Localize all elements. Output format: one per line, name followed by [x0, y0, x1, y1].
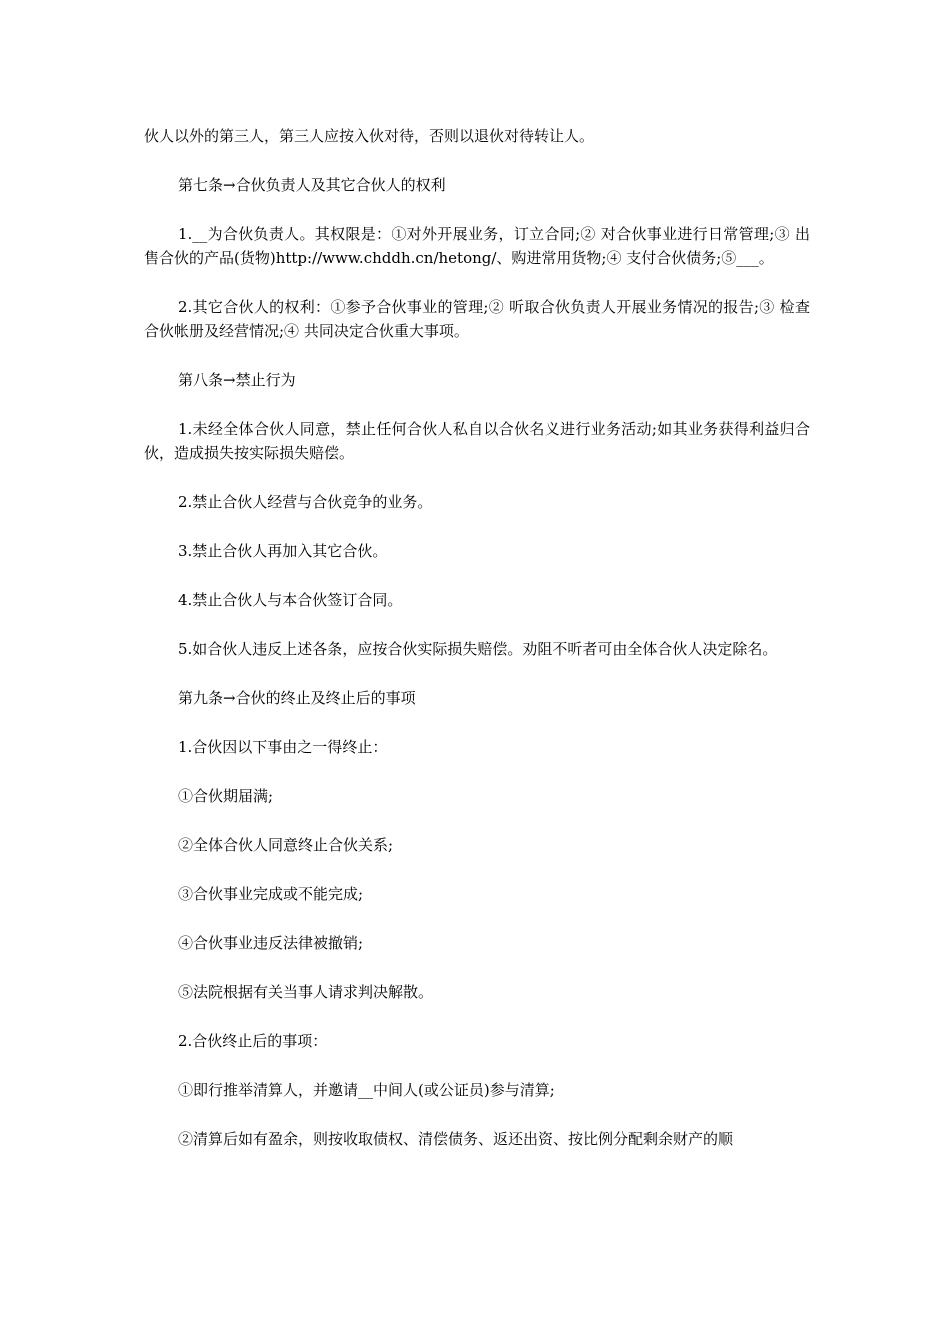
- article-8-clause-4: 4.禁止合伙人与本合伙签订合同。: [178, 591, 403, 609]
- article-8-clause-5: 5.如合伙人违反上述各条，应按合伙实际损失赔偿。劝阻不听者可由全体合伙人决定除名。: [178, 640, 778, 658]
- article-8-clause-1: 1.未经全体合伙人同意，禁止任何合伙人私自以合伙名义进行业务活动;如其业务获得利益归合伙，造成损失按实际损失赔偿。: [144, 420, 810, 462]
- article-8-heading: 第八条→禁止行为: [178, 371, 296, 389]
- article-8-clause-3: 3.禁止合伙人再加入其它合伙。: [178, 542, 388, 560]
- article-9-clause-1: 1.合伙因以下事由之一得终止：: [178, 738, 388, 756]
- article-7-clause-2: 2.其它合伙人的权利：①参予合伙事业的管理;② 听取合伙负责人开展业务情况的报告;③ 检查合伙帐册及经营情况;④ 共同决定合伙重大事项。: [144, 298, 810, 340]
- article-9-heading: 第九条→合伙的终止及终止后的事项: [178, 689, 416, 707]
- article-9-item-5: ⑤法院根据有关当事人请求判决解散。: [178, 983, 434, 1001]
- paragraph-continuation: 伙人以外的第三人，第三人应按入伙对待，否则以退伙对待转让人。: [144, 127, 595, 145]
- article-9-item-3: ③合伙事业完成或不能完成;: [178, 885, 364, 903]
- article-9-item-4: ④合伙事业违反法律被撤销;: [178, 934, 364, 952]
- article-7-heading: 第七条→合伙负责人及其它合伙人的权利: [178, 176, 446, 194]
- article-8-clause-2: 2.禁止合伙人经营与合伙竞争的业务。: [178, 493, 433, 511]
- article-9-clause-2-item-2: ②清算后如有盈余，则按收取债权、清偿债务、返还出资、按比例分配剩余财产的顺: [178, 1130, 734, 1148]
- article-7-clause-1: 1.__为合伙负责人。其权限是：①对外开展业务，订立合同;② 对合伙事业进行日常管理;③ 出售合伙的产品(货物)http://www.chddh.cn/hetong/、购进常用货物;④ 支付合伙债务;⑤___。: [144, 225, 810, 267]
- document-page: [144, 124, 810, 1176]
- article-9-item-2: ②全体合伙人同意终止合伙关系;: [178, 836, 394, 854]
- article-9-item-1: ①合伙期届满;: [178, 787, 274, 805]
- article-9-clause-2: 2.合伙终止后的事项：: [178, 1032, 328, 1050]
- article-9-clause-2-item-1: ①即行推举清算人，并邀请__中间人(或公证员)参与清算;: [178, 1081, 555, 1099]
